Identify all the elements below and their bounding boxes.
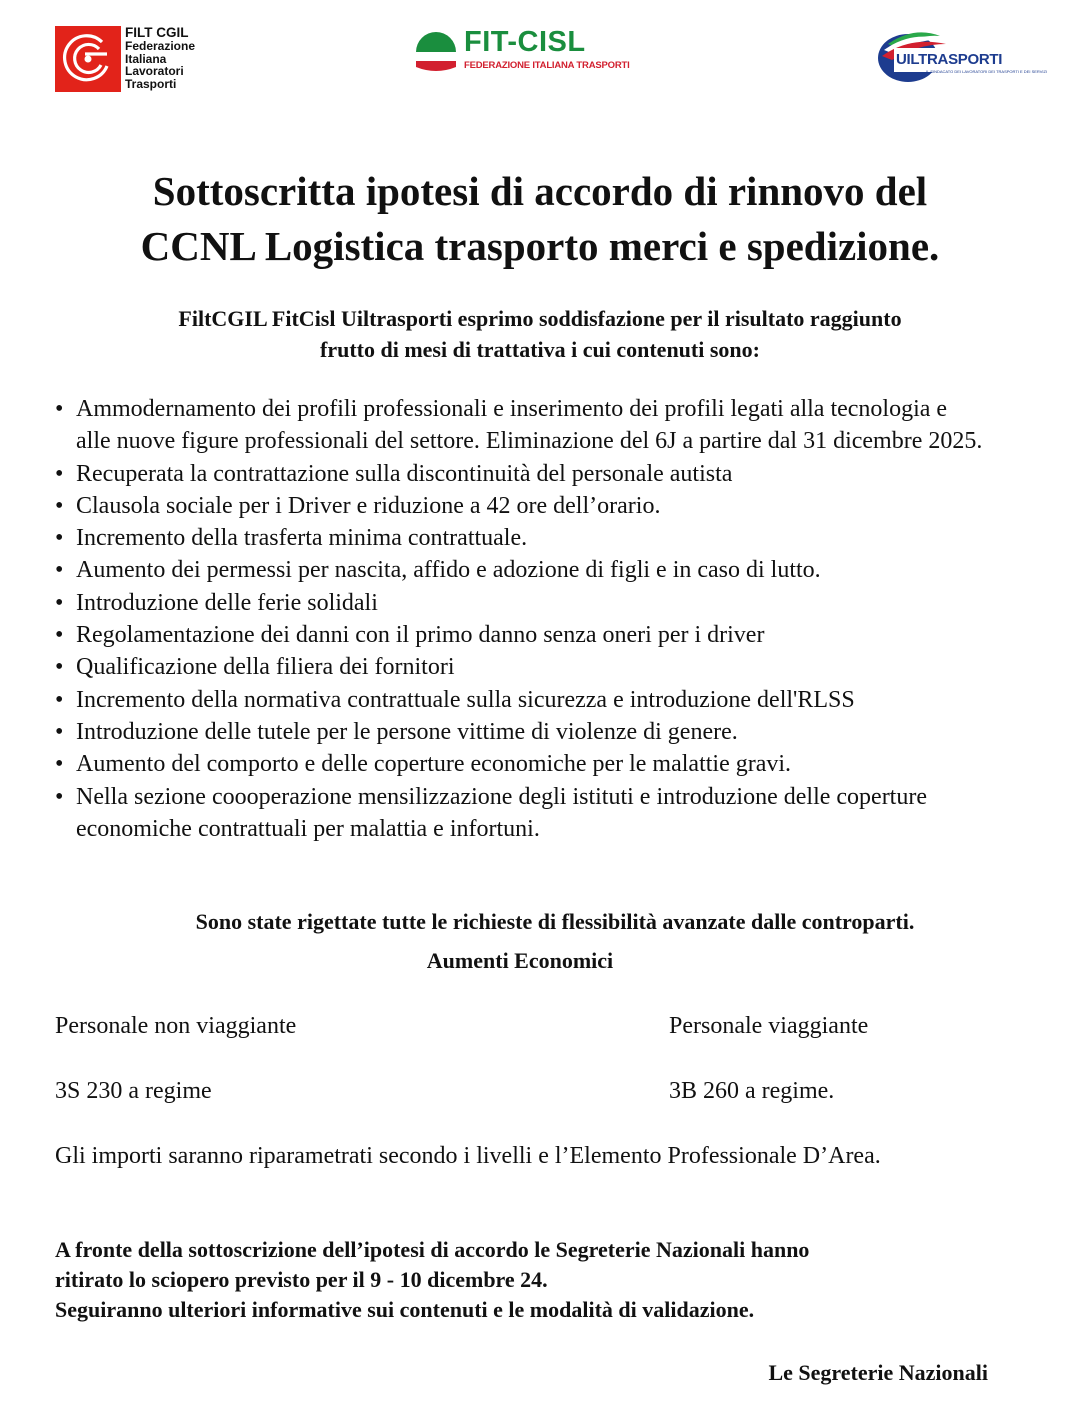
bullet-icon: • <box>55 686 64 713</box>
bullet-icon: • <box>55 492 64 519</box>
closing-statement <box>55 1235 1045 1325</box>
filt-line-5: Trasporti <box>125 76 177 91</box>
intro-line-2: frutto di mesi di trattativa i cui contenuti sono: <box>320 337 760 362</box>
uiltrasporti-subtitle: IL SINDACATO DEI LAVORATORI DEI TRASPORTI E DEI SERVIZI <box>926 69 1048 74</box>
list-item <box>55 554 985 586</box>
filt-cgil-logo <box>55 26 195 92</box>
list-item <box>55 587 985 619</box>
list-item <box>55 716 985 748</box>
bullet-icon: • <box>55 654 64 681</box>
filt-line-3: Italiana <box>125 51 167 66</box>
document-title <box>40 164 1040 274</box>
list-item-text: Recuperata la contrattazione sulla discontinuità del personale autista <box>76 460 733 487</box>
title-line-1: Sottoscritta ipotesi di accordo di rinnovo del <box>152 168 928 214</box>
bullet-icon: • <box>55 718 64 745</box>
bullet-icon: • <box>55 396 64 422</box>
bullet-icon: • <box>55 622 64 649</box>
list-item <box>55 684 985 716</box>
uiltrasporti-name: UILTRASPORTI <box>896 51 1003 68</box>
economic-increases-heading: Aumenti Economici <box>426 948 614 973</box>
list-item-text: Incremento della trasferta minima contrattuale. <box>76 525 528 552</box>
list-item <box>55 522 985 554</box>
closing-line-2: ritirato lo sciopero previsto per il 9 - 10 dicembre 24. <box>55 1267 548 1292</box>
fit-cisl-logo <box>414 26 630 74</box>
uiltrasporti-logo <box>874 28 1048 91</box>
list-item-text: Qualificazione della filiera dei fornitori <box>76 654 455 681</box>
rejected-requests-statement: Sono state rigettate tutte le richieste di flessibilità avanzate dalle controparti. <box>195 909 915 934</box>
closing-line-1: A fronte della sottoscrizione dell’ipotesi di accordo le Segreterie Nazionali hanno <box>55 1237 810 1262</box>
list-item-text: Regolamentazione dei danni con il primo danno senza oneri per i driver <box>76 622 765 649</box>
non-travelling-staff-value: 3S 230 a regime <box>55 1078 212 1104</box>
filt-cgil-emblem-icon <box>55 26 121 92</box>
fit-cisl-subtitle: FEDERAZIONE ITALIANA TRASPORTI <box>464 60 630 71</box>
logos-header <box>0 0 1080 110</box>
list-item-text: Introduzione delle ferie solidali <box>76 589 378 616</box>
list-item <box>55 393 985 458</box>
list-item <box>55 490 985 522</box>
list-item <box>55 458 985 490</box>
fit-cisl-emblem-icon <box>414 26 458 74</box>
bullet-icon: • <box>55 783 64 810</box>
list-item-text: Aumento del comporto e delle coperture economiche per le malattie gravi. <box>76 751 792 778</box>
list-item <box>55 619 985 651</box>
list-item-text: Nella sezione coooperazione mensilizzazione degli istituti e introduzione delle coperture economiche contrattuali per malattia e infortuni. <box>76 783 927 842</box>
list-item <box>55 748 985 780</box>
list-item-text: Clausola sociale per i Driver e riduzione a 42 ore dell’orario. <box>76 492 661 519</box>
travelling-staff-value: 3B 260 a regime. <box>669 1078 835 1104</box>
list-item-text: Aumento dei permessi per nascita, affido e adozione di figli e in caso di lutto. <box>76 557 821 584</box>
signature: Le Segreterie Nazionali <box>768 1360 988 1385</box>
filt-line-1: FILT CGIL <box>125 25 189 40</box>
bullet-icon: • <box>55 460 64 487</box>
agreement-points-list <box>55 393 985 845</box>
list-item-text: Introduzione delle tutele per le persone vittime di violenze di genere. <box>76 718 738 745</box>
filt-line-2: Federazione <box>125 39 196 53</box>
bullet-icon: • <box>55 557 64 584</box>
bullet-icon: • <box>55 751 64 778</box>
travelling-staff-label: Personale viaggiante <box>669 1013 869 1039</box>
bullet-icon: • <box>55 525 64 552</box>
list-item-text: Ammodernamento dei profili professionali e inserimento dei profili legati alla tecnologia e alle nuove figure professionali del settore. Eliminazione del 6J a partire dal 31 dicembre 2025. <box>76 396 983 455</box>
title-line-2: CCNL Logistica trasporto merci e spedizione. <box>140 223 940 269</box>
intro-line-1: FiltCGIL FitCisl Uiltrasporti esprimo soddisfazione per il risultato raggiunto <box>178 306 902 331</box>
list-item <box>55 781 985 846</box>
filt-line-4: Lavoratori <box>125 64 184 78</box>
fit-cisl-name: FIT-CISL <box>464 26 586 58</box>
bullet-icon: • <box>55 589 64 616</box>
reparametrization-note: Gli importi saranno riparametrati secondo i livelli e l’Elemento Professionale D’Area. <box>55 1143 881 1169</box>
non-travelling-staff-label: Personale non viaggiante <box>55 1013 297 1039</box>
list-item-text: Incremento della normativa contrattuale sulla sicurezza e introduzione dell'RLSS <box>76 686 855 713</box>
intro-paragraph <box>40 303 1040 365</box>
filt-cgil-wordmark <box>125 26 195 90</box>
list-item <box>55 651 985 683</box>
closing-line-3: Seguiranno ulteriori informative sui contenuti e le modalità di validazione. <box>55 1297 755 1322</box>
